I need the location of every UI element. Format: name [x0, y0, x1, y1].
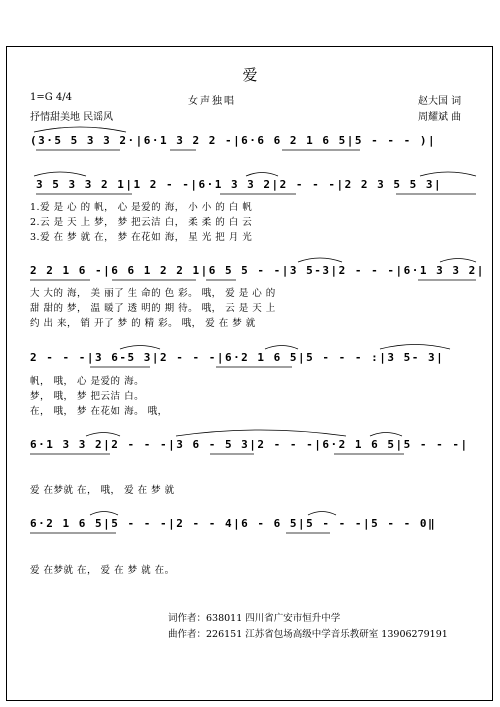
composer-credit: 周耀斌 曲 [418, 112, 462, 123]
lyric-line: 约 出 来， 销 开了 梦 的 精 彩。 哦， 爱 在 梦 就 [30, 318, 256, 329]
lyric-line: 2.云 是 天 上 梦， 梦 把云洁 白， 柔 柔 的 白 云 [30, 217, 253, 228]
tempo-mark: 抒情甜美地 民谣风 [30, 112, 114, 123]
lyric-line: 甜 甜的 梦， 温 暖了 透 明的 期 待。 哦， 云 是 天 上 [30, 303, 276, 314]
lyric-line: 爱 在梦就 在， 哦， 爱 在 梦 就 [30, 485, 175, 496]
lyricist-address: 词作者：638011 四川省广安市恒升中学 [168, 613, 341, 624]
song-title: 爱 [242, 66, 258, 84]
score-line-3: 2 - - -|3 6-5 3|2 - - -|6·2 1 6 5|5 - - - :|3 5- 3| [30, 351, 445, 364]
performance-type: 女声独唱 [188, 96, 236, 107]
score-line-1: 3 5 3 3 2 1|1 2 - -|6·1 3 3 2|2 - - -|2 2 3 5 5 3| [36, 178, 443, 191]
score-line-2: 2 2 1 6 -|6 6 1 2 2 1|6 5 5 - -|3 5-3|2 - - -|6·1 3 3 2| [30, 264, 485, 277]
lyric-line: 梦， 哦， 梦 把云洁 白。 [30, 391, 145, 402]
key-signature: 1=G 4/4 [30, 92, 73, 103]
lyric-line: 帆， 哦， 心 是爱的 海。 [30, 376, 145, 387]
lyric-line: 1.爱 是 心 的 帆， 心 是爱的 海， 小 小 的 白 帆 [30, 202, 253, 213]
score-line-4: 6·1 3 3 2|2 - - -|3 6 - 5 3|2 - - -|6·2 1 6 5|5 - - -| [30, 438, 469, 451]
score-line-intro: (3·5 5 3 3 2·|6·1 3 2 2 -|6·6 6 2 1 6 5|5 - - - )| [30, 134, 437, 147]
composer-address: 曲作者：226151 江苏省包场高级中学音乐教研室 13906279191 [168, 629, 448, 640]
lyric-line: 大 大的 海， 美 丽了 生 命的 色 彩。 哦， 爱 是 心 的 [30, 288, 276, 299]
lyricist-credit: 赵大国 词 [418, 96, 462, 107]
score-line-5: 6·2 1 6 5|5 - - -|2 - - 4|6 - 6 5|5 - - -|5 - - 0‖ [30, 517, 437, 530]
lyric-line: 在， 哦， 梦 在花如 海。 哦， [30, 406, 168, 417]
lyric-line: 爱 在梦就 在， 爱 在 梦 就 在。 [30, 565, 175, 576]
lyric-line: 3.爱 在 梦 就 在， 梦 在花如 海， 星 光 把 月 光 [30, 232, 253, 243]
